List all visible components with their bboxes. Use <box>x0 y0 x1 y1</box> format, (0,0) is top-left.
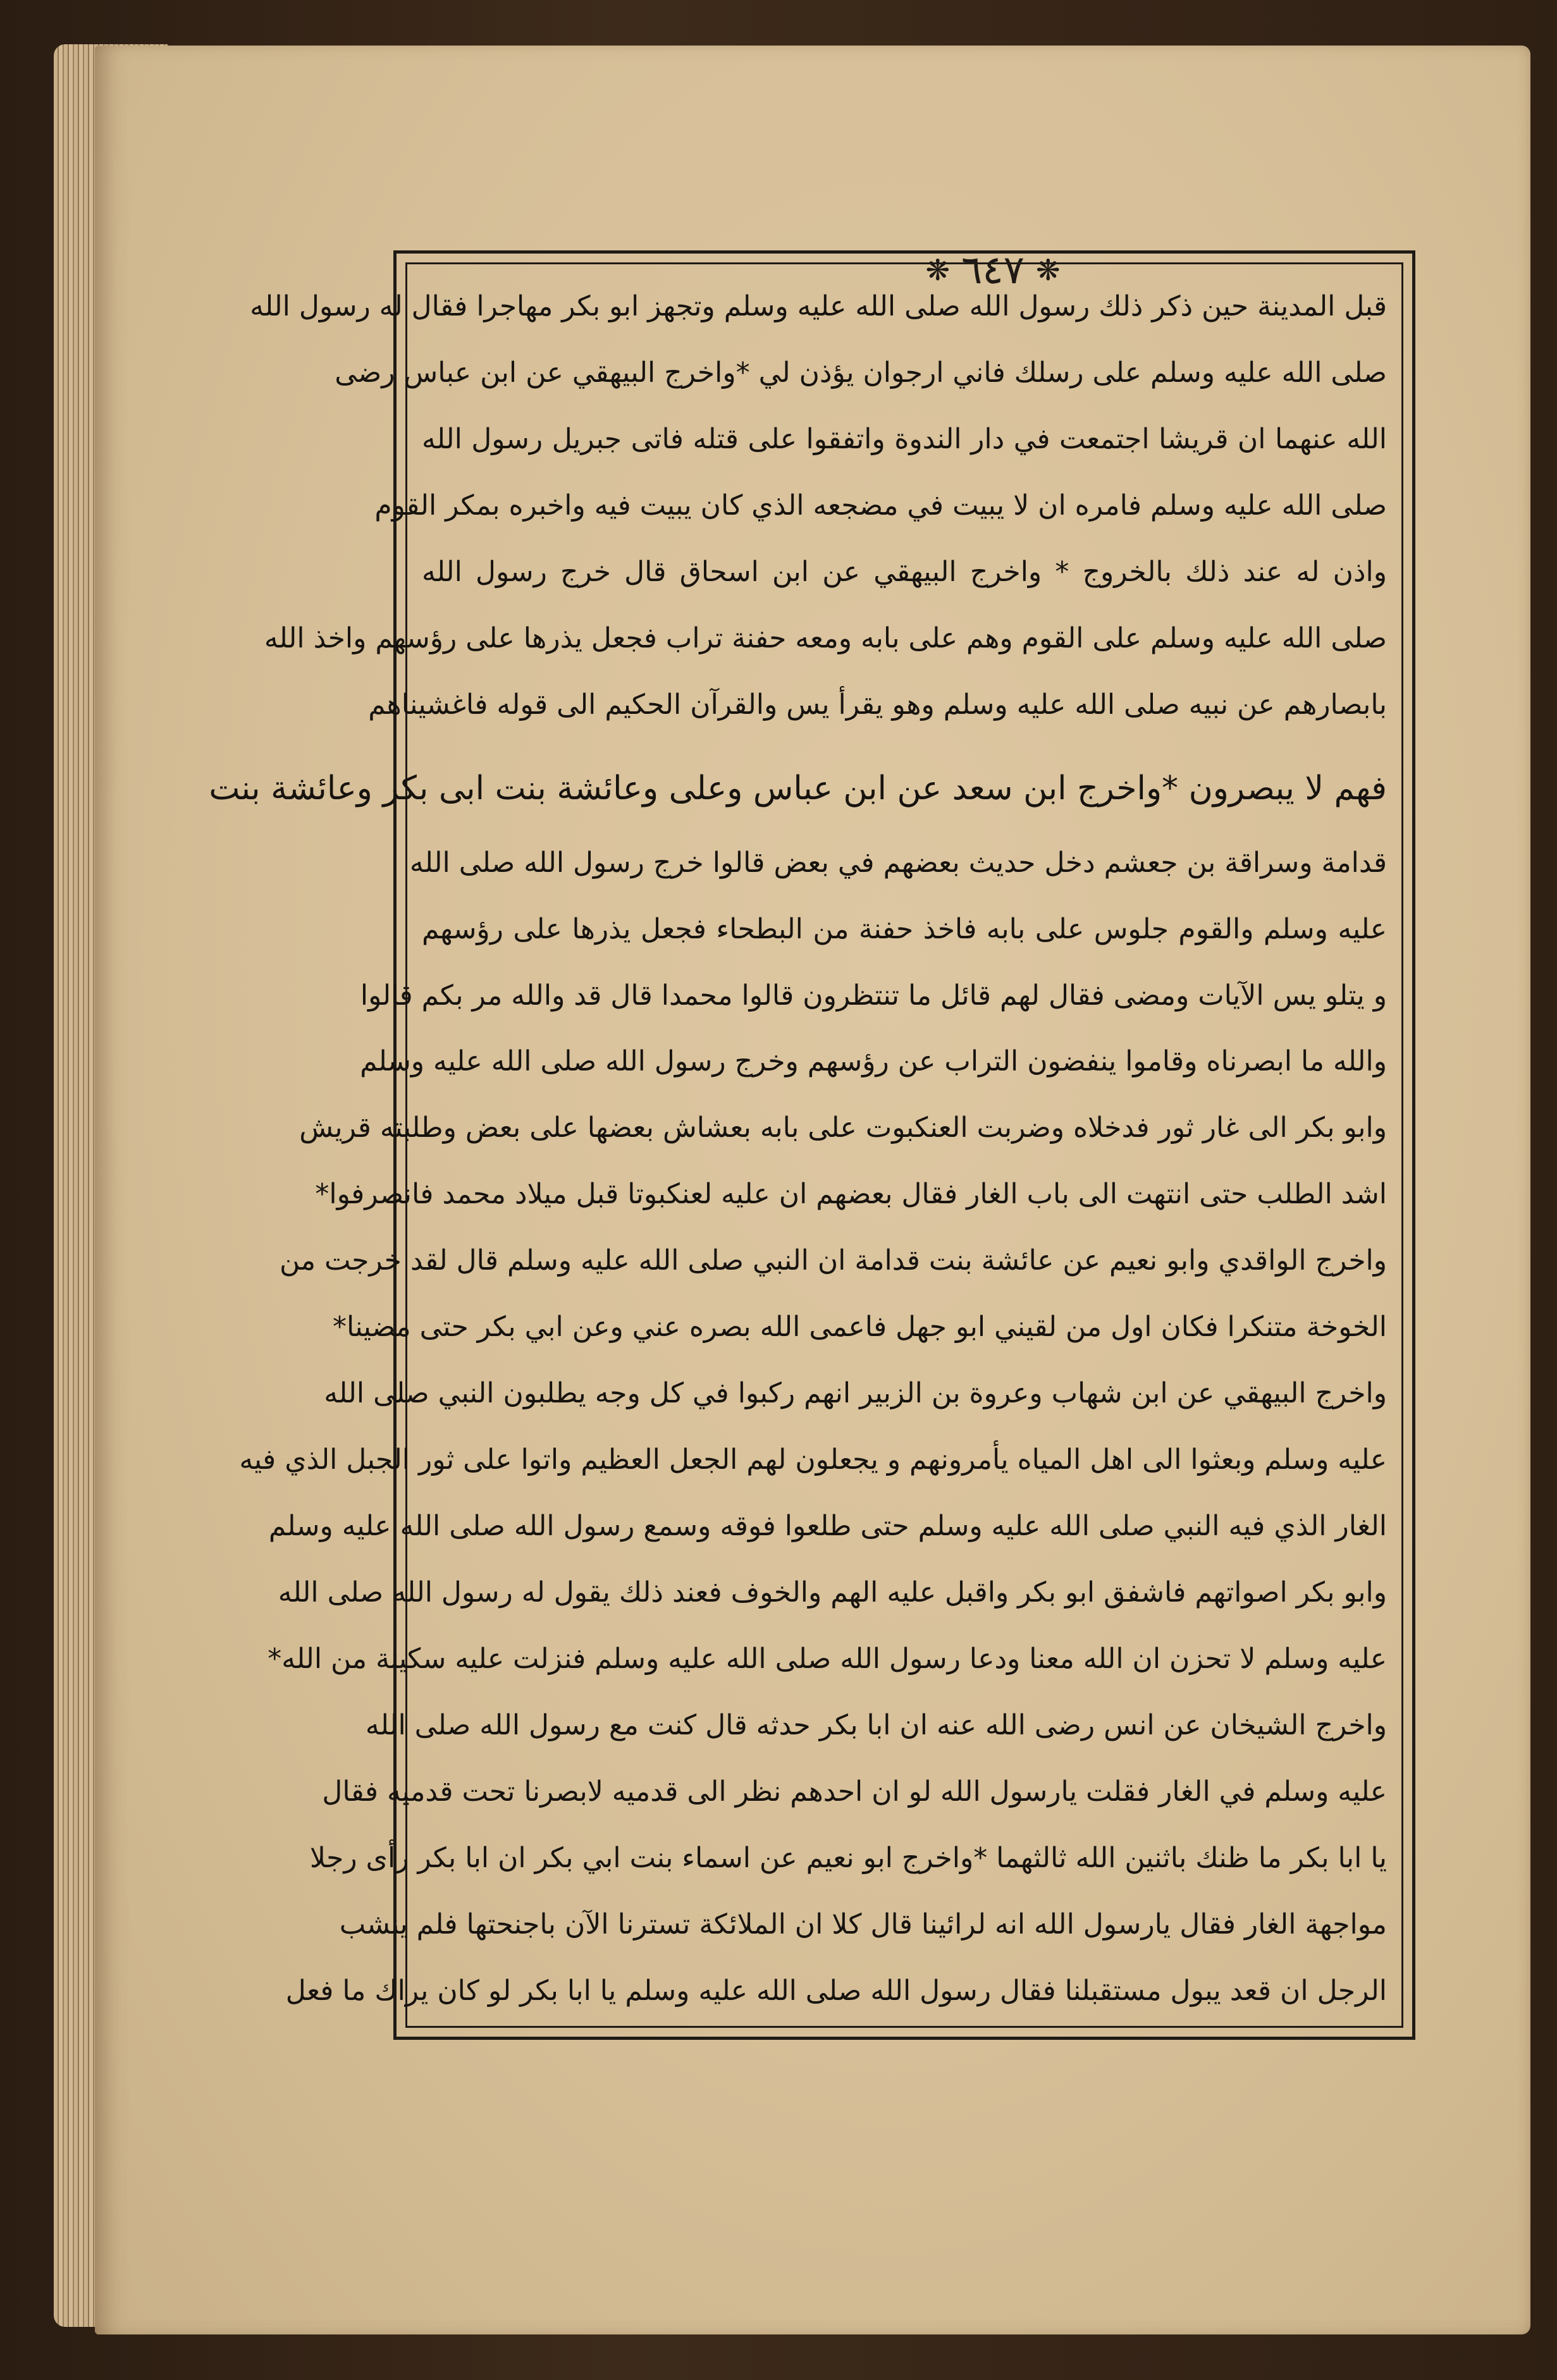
text-line: يا ابا بكر ما ظنك باثنين الله ثالثهما *واخرج ابو نعيم عن اسماء بنت ابي بكر ان ابا بكر رأى رجلا <box>309 1841 1387 1874</box>
text-line: الخوخة متنكرا فكان اول من لقيني ابو جهل فاعمى الله بصره عني وعن ابي بكر حتى مضينا* <box>332 1311 1387 1344</box>
text-line: الله عنهما ان قريشا اجتمعت في دار الندوة واتفقوا على قتله فاتى جبريل رسول الله <box>422 422 1387 455</box>
text-line-quran: فهم لا يبصرون *واخرج ابن سعد عن ابن عباس وعلى وعائشة بنت ابى بكر وعائشة بنت <box>209 769 1387 807</box>
text-line: وابو بكر اصواتهم فاشفق ابو بكر واقبل عليه الهم والخوف فعند ذلك يقول له رسول الله صلى الله <box>278 1576 1387 1609</box>
text-line: اشد الطلب حتى انتهت الى باب الغار فقال بعضهم ان عليه لعنكبوتا قبل ميلاد محمد فانصرفوا* <box>315 1178 1387 1211</box>
text-line: قبل المدينة حين ذكر ذلك رسول الله صلى الله عليه وسلم وتجهز ابو بكر مهاجرا فقال له رسول الله <box>250 290 1387 322</box>
ornament-right-icon: ❋ <box>1035 253 1061 287</box>
text-line: صلى الله عليه وسلم على القوم وهم على بابه ومعه حفنة تراب فجعل يذرها على رؤسهم واخذ الله <box>264 622 1387 654</box>
text-line: عليه وسلم وبعثوا الى اهل المياه يأمرونهم و يجعلون لهم الجعل العظيم واتوا على ثور الجبل الذي فيه <box>239 1444 1387 1476</box>
text-frame <box>209 247 1415 2040</box>
text-line: واخرج الشيخان عن انس رضى الله عنه ان ابا بكر حدثه قال كنت مع رسول الله صلى الله <box>365 1709 1387 1742</box>
page-number: ٦٤٧ <box>961 247 1025 293</box>
text-line: والله ما ابصرناه وقاموا ينفضون التراب عن رؤسهم وخرج رسول الله صلى الله عليه وسلم <box>360 1045 1387 1078</box>
text-line: بابصارهم عن نبيه صلى الله عليه وسلم وهو يقرأ يس والقرآن الحكيم الى قوله فاغشيناهم <box>368 688 1387 721</box>
text-line: قدامة وسراقة بن جعشم دخل حديث بعضهم في بعض قالوا خرج رسول الله صلى الله <box>409 846 1387 879</box>
text-line: عليه وسلم لا تحزن ان الله معنا ودعا رسول الله صلى الله عليه وسلم فنزلت عليه سكينة من الله* <box>268 1643 1387 1676</box>
text-line: واخرج الواقدي وابو نعيم عن عائشة بنت قدامة ان النبي صلى الله عليه وسلم قال لقد خرجت من <box>279 1244 1387 1277</box>
text-line: وابو بكر الى غار ثور فدخلاه وضربت العنكبوت على بابه بعشاش بعضها على بعض وطلبته قريش <box>299 1112 1387 1144</box>
text-line: صلى الله عليه وسلم فامره ان لا يبيت في مضجعه الذي كان يبيت فيه واخبره بمكر القوم <box>374 489 1387 522</box>
text-line: عليه وسلم في الغار فقلت يارسول الله لو ان احدهم نظر الى قدميه لابصرنا تحت قدميه فقال <box>322 1775 1387 1808</box>
text-line: الرجل ان قعد يبول مستقبلنا فقال رسول الله صلى الله عليه وسلم يا ابا بكر لو كان يراك ما فعل <box>285 1974 1387 2007</box>
text-line: و يتلو يس الآيات ومضى فقال لهم قائل ما تنتظرون قالوا محمدا قال قد والله مر بكم قالوا <box>360 979 1387 1012</box>
text-line: واخرج البيهقي عن ابن شهاب وعروة بن الزبير انهم ركبوا في كل وجه يطلبون النبي صلى الله <box>324 1377 1387 1410</box>
main-text <box>209 276 1387 2021</box>
text-line: عليه وسلم والقوم جلوس على بابه فاخذ حفنة من البطحاء فجعل يذرها على رؤسهم <box>422 912 1387 945</box>
ornament-left-icon: ❋ <box>925 253 951 287</box>
text-line: صلى الله عليه وسلم على رسلك فاني ارجوان يؤذن لي *واخرج البيهقي عن ابن عباس رضى <box>335 356 1387 389</box>
text-line: الغار الذي فيه النبي صلى الله عليه وسلم حتى طلعوا فوقه وسمع رسول الله صلى الله عليه وسلم <box>268 1510 1387 1543</box>
text-line: مواجهة الغار فقال يارسول الله انه لرائينا قال كلا ان الملائكة تسترنا الآن باجنحتها فلم ينشب <box>339 1908 1387 1941</box>
text-line: واذن له عند ذلك بالخروج * واخرج البيهقي عن ابن اسحاق قال خرج رسول الله <box>422 555 1387 588</box>
